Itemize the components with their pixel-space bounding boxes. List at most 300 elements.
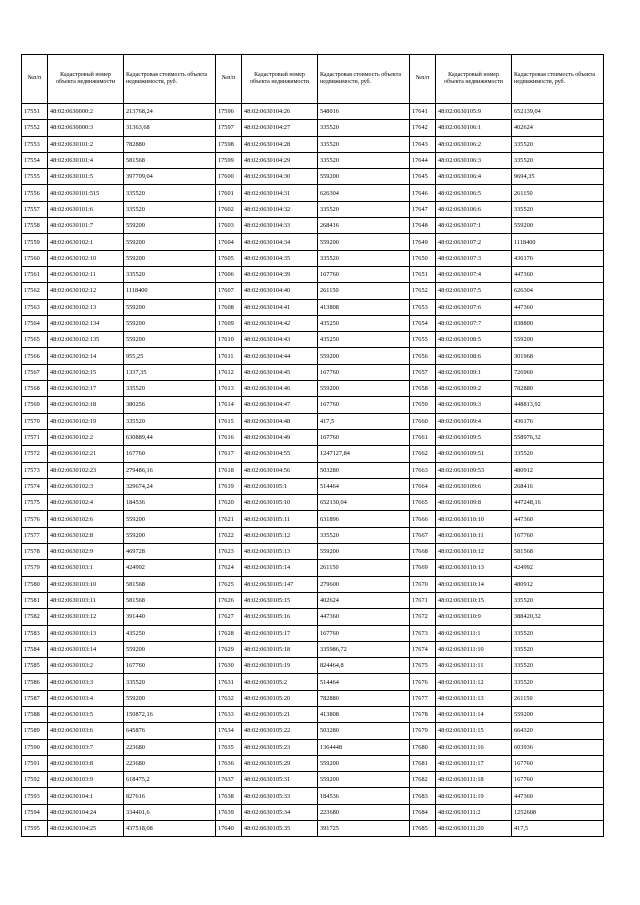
table-row [22, 462, 216, 478]
table-row [410, 397, 604, 413]
cadastral-number-cell: 48:02:0630104:1 [48, 788, 124, 804]
row-number-cell: 17567 [22, 364, 48, 380]
cadastral-cost-cell: 184536 [124, 495, 216, 511]
cadastral-cost-cell: 447360 [512, 788, 604, 804]
table-row [410, 429, 604, 445]
row-number-cell: 17621 [216, 511, 242, 527]
cadastral-cost-cell: 335520 [318, 136, 410, 152]
cadastral-number-cell: 48:02:0630102:12 [48, 283, 124, 299]
cadastral-number-cell: 48:02:0630104:47 [242, 397, 318, 413]
cadastral-cost-cell: 503280 [318, 723, 410, 739]
table-row [216, 821, 410, 837]
row-number-cell: 17584 [22, 641, 48, 657]
table-row [22, 299, 216, 315]
cadastral-number-cell: 48:02:0630103:3 [48, 674, 124, 690]
table-row [216, 755, 410, 771]
cadastral-number-cell: 48:02:0630109:6 [436, 478, 512, 494]
cadastral-cost-cell: 827616 [124, 788, 216, 804]
cadastral-cost-cell: 664320 [512, 723, 604, 739]
table-row [216, 152, 410, 168]
cadastral-number-cell: 48:02:0630104:41 [242, 299, 318, 315]
row-number-cell: 17613 [216, 381, 242, 397]
row-number-cell: 17589 [22, 723, 48, 739]
cadastral-number-cell: 48:02:0630105:9 [436, 104, 512, 120]
cadastral-cost-cell: 480912 [512, 576, 604, 592]
table-row [22, 592, 216, 608]
row-number-cell: 17671 [410, 592, 436, 608]
table-row [216, 266, 410, 282]
row-number-cell: 17670 [410, 576, 436, 592]
table-row [216, 592, 410, 608]
cadastral-cost-cell: 335520 [124, 381, 216, 397]
cadastral-cost-cell: 402624 [318, 592, 410, 608]
row-number-cell: 17623 [216, 544, 242, 560]
row-number-cell: 17598 [216, 136, 242, 152]
cadastral-number-cell: 48:02:0630105:15 [242, 592, 318, 608]
table-row [216, 169, 410, 185]
cadastral-number-cell: 48:02:0630104:40 [242, 283, 318, 299]
header-num: №п/п [410, 55, 436, 104]
cadastral-number-cell: 48:02:0630104:35 [242, 250, 318, 266]
cadastral-cost-cell: 335520 [512, 674, 604, 690]
table-row [22, 185, 216, 201]
table-row [410, 234, 604, 250]
cadastral-number-cell: 48:02:0630106:2 [436, 136, 512, 152]
table-row [216, 788, 410, 804]
cadastral-cost-cell: 329674,24 [124, 478, 216, 494]
cadastral-number-cell: 48:02:0630105:10 [242, 495, 318, 511]
row-number-cell: 17608 [216, 299, 242, 315]
row-number-cell: 17569 [22, 397, 48, 413]
cadastral-cost-cell: 335520 [512, 136, 604, 152]
cadastral-cost-cell: 652139,04 [512, 104, 604, 120]
table-row [22, 658, 216, 674]
cadastral-cost-cell: 335986,72 [318, 641, 410, 657]
cadastral-cost-cell: 559200 [124, 234, 216, 250]
cadastral-cost-cell: 167760 [318, 429, 410, 445]
table-row [410, 266, 604, 282]
table-row [216, 723, 410, 739]
cadastral-cost-cell: 581568 [512, 544, 604, 560]
cadastral-number-cell: 48:02:0630102:9 [48, 544, 124, 560]
row-number-cell: 17646 [410, 185, 436, 201]
cadastral-number-cell: 48:02:0630105:31 [242, 772, 318, 788]
table-body [410, 104, 604, 837]
cadastral-cost-cell: 1247127,84 [318, 446, 410, 462]
table-row [22, 560, 216, 576]
row-number-cell: 17578 [22, 544, 48, 560]
header-cadastral-cost: Кадастровая стоимость объекта недвижимости, руб. [124, 55, 216, 104]
register-table-1 [21, 54, 216, 837]
table-row [410, 772, 604, 788]
row-number-cell: 17560 [22, 250, 48, 266]
row-number-cell: 17662 [410, 446, 436, 462]
cadastral-cost-cell: 167760 [124, 446, 216, 462]
cadastral-cost-cell: 413808 [318, 299, 410, 315]
row-number-cell: 17642 [410, 120, 436, 136]
cadastral-cost-cell: 436176 [512, 413, 604, 429]
cadastral-cost-cell: 167760 [124, 658, 216, 674]
table-row [22, 169, 216, 185]
cadastral-number-cell: 48:02:0630107:5 [436, 283, 512, 299]
cadastral-number-cell: 48:02:0630110:13 [436, 560, 512, 576]
table-row [22, 527, 216, 543]
table-row [22, 544, 216, 560]
cadastral-number-cell: 48:02:0630103:13 [48, 625, 124, 641]
cadastral-number-cell: 48:02:0630102:11 [48, 266, 124, 282]
row-number-cell: 17553 [22, 136, 48, 152]
cadastral-number-cell: 48:02:0630105:23 [242, 739, 318, 755]
cadastral-number-cell: 48:02:0630104:48 [242, 413, 318, 429]
cadastral-number-cell: 48:02:0630111:10 [436, 641, 512, 657]
cadastral-number-cell: 48:02:0630102:18 [48, 397, 124, 413]
cadastral-number-cell: 48:02:0630104:28 [242, 136, 318, 152]
table-row [22, 429, 216, 445]
table-row [22, 413, 216, 429]
header-num: №п/п [22, 55, 48, 104]
cadastral-cost-cell: 424992 [512, 560, 604, 576]
row-number-cell: 17656 [410, 348, 436, 364]
cadastral-cost-cell: 559200 [124, 511, 216, 527]
header-cadastral-cost: Кадастровая стоимость объекта недвижимости, руб. [318, 55, 410, 104]
row-number-cell: 17618 [216, 462, 242, 478]
cadastral-number-cell: 48:02:0630104:56 [242, 462, 318, 478]
header-cadastral-number: Кадастровый номер объекта недвижимости [436, 55, 512, 104]
table-row [22, 348, 216, 364]
cadastral-number-cell: 48:02:0630102:135 [48, 332, 124, 348]
row-number-cell: 17624 [216, 560, 242, 576]
row-number-cell: 17640 [216, 821, 242, 837]
cadastral-cost-cell: 335520 [124, 266, 216, 282]
table-row [22, 104, 216, 120]
table-row [22, 332, 216, 348]
cadastral-number-cell: 48:02:0630105:13 [242, 544, 318, 560]
cadastral-number-cell: 48:02:0630107:1 [436, 218, 512, 234]
cadastral-cost-cell: 335520 [512, 658, 604, 674]
cadastral-number-cell: 48:02:0630102:134 [48, 315, 124, 331]
cadastral-number-cell: 48:02:0630106:1 [436, 120, 512, 136]
table-row [410, 495, 604, 511]
cadastral-cost-cell: 279600 [318, 576, 410, 592]
table-row [22, 266, 216, 282]
row-number-cell: 17556 [22, 185, 48, 201]
row-number-cell: 17551 [22, 104, 48, 120]
table-row [216, 381, 410, 397]
cadastral-number-cell: 48:02:0630102:10 [48, 250, 124, 266]
cadastral-number-cell: 48:02:0630106:3 [436, 152, 512, 168]
table-row [216, 250, 410, 266]
cadastral-cost-cell: 167760 [318, 397, 410, 413]
cadastral-cost-cell: 469728 [124, 544, 216, 560]
row-number-cell: 17619 [216, 478, 242, 494]
cadastral-number-cell: 48:02:0630105:14 [242, 560, 318, 576]
header-cadastral-number: Кадастровый номер объекта недвижимости [48, 55, 124, 104]
cadastral-number-cell: 48:02:0630104:29 [242, 152, 318, 168]
cadastral-cost-cell: 380256 [124, 397, 216, 413]
cadastral-cost-cell: 424992 [124, 560, 216, 576]
row-number-cell: 17559 [22, 234, 48, 250]
cadastral-number-cell: 48:02:0630111:13 [436, 690, 512, 706]
table-row [22, 690, 216, 706]
row-number-cell: 17571 [22, 429, 48, 445]
cadastral-cost-cell: 838800 [512, 315, 604, 331]
cadastral-number-cell: 48:02:0630111:18 [436, 772, 512, 788]
row-number-cell: 17570 [22, 413, 48, 429]
table-row [216, 120, 410, 136]
cadastral-cost-cell: 559200 [124, 315, 216, 331]
row-number-cell: 17652 [410, 283, 436, 299]
table-row [216, 299, 410, 315]
table-row [410, 413, 604, 429]
row-number-cell: 17632 [216, 690, 242, 706]
cadastral-cost-cell: 559200 [318, 234, 410, 250]
cadastral-cost-cell: 334401,6 [124, 804, 216, 820]
cadastral-cost-cell: 514464 [318, 478, 410, 494]
cadastral-number-cell: 48:02:0630101:6 [48, 201, 124, 217]
table-row [216, 429, 410, 445]
row-number-cell: 17647 [410, 201, 436, 217]
cadastral-number-cell: 48:02:0630103:11 [48, 592, 124, 608]
cadastral-number-cell: 48:02:0630110:14 [436, 576, 512, 592]
table-row [216, 478, 410, 494]
row-number-cell: 17566 [22, 348, 48, 364]
cadastral-cost-cell: 335520 [512, 641, 604, 657]
cadastral-number-cell: 48:02:0630110:10 [436, 511, 512, 527]
row-number-cell: 17568 [22, 381, 48, 397]
table-row [216, 315, 410, 331]
table-row [410, 364, 604, 380]
cadastral-number-cell: 48:02:0630102:4 [48, 495, 124, 511]
header-cadastral-cost: Кадастровая стоимость объекта недвижимости, руб. [512, 55, 604, 104]
cadastral-cost-cell: 417,5 [512, 821, 604, 837]
cadastral-cost-cell: 261150 [318, 283, 410, 299]
row-number-cell: 17603 [216, 218, 242, 234]
cadastral-cost-cell: 335520 [318, 527, 410, 543]
row-number-cell: 17683 [410, 788, 436, 804]
table-row [22, 821, 216, 837]
row-number-cell: 17602 [216, 201, 242, 217]
cadastral-number-cell: 48:02:0630104:46 [242, 381, 318, 397]
table-row [410, 658, 604, 674]
cadastral-cost-cell: 559200 [124, 690, 216, 706]
cadastral-number-cell: 48:02:0630111:1 [436, 625, 512, 641]
row-number-cell: 17586 [22, 674, 48, 690]
row-number-cell: 17583 [22, 625, 48, 641]
cadastral-number-cell: 48:02:0630104:49 [242, 429, 318, 445]
cadastral-cost-cell: 436176 [512, 250, 604, 266]
cadastral-cost-cell: 167760 [318, 266, 410, 282]
cadastral-cost-cell: 514464 [318, 674, 410, 690]
cadastral-cost-cell: 435250 [124, 625, 216, 641]
table-row [216, 185, 410, 201]
row-number-cell: 17601 [216, 185, 242, 201]
cadastral-number-cell: 48:02:0630106:5 [436, 185, 512, 201]
table-row [216, 462, 410, 478]
cadastral-cost-cell: 335520 [512, 625, 604, 641]
cadastral-number-cell: 48:02:0630104:32 [242, 201, 318, 217]
header-row [410, 55, 604, 104]
row-number-cell: 17625 [216, 576, 242, 592]
cadastral-number-cell: 48:02:0630110:15 [436, 592, 512, 608]
cadastral-number-cell: 48:02:0630102:15 [48, 364, 124, 380]
cadastral-cost-cell: 559200 [512, 332, 604, 348]
cadastral-cost-cell: 581568 [124, 576, 216, 592]
table-row [216, 674, 410, 690]
cadastral-cost-cell: 782880 [318, 690, 410, 706]
cadastral-cost-cell: 223680 [318, 804, 410, 820]
cadastral-cost-cell: 558976,32 [512, 429, 604, 445]
cadastral-number-cell: 48:02:0630104:27 [242, 120, 318, 136]
row-number-cell: 17667 [410, 527, 436, 543]
row-number-cell: 17552 [22, 120, 48, 136]
row-number-cell: 17564 [22, 315, 48, 331]
table-row [22, 625, 216, 641]
table-row [216, 136, 410, 152]
cadastral-number-cell: 48:02:0630000:3 [48, 120, 124, 136]
cadastral-cost-cell: 645876 [124, 723, 216, 739]
table-row [216, 364, 410, 380]
row-number-cell: 17588 [22, 706, 48, 722]
cadastral-cost-cell: 559200 [318, 169, 410, 185]
table-row [22, 478, 216, 494]
cadastral-number-cell: 48:02:0630103:6 [48, 723, 124, 739]
row-number-cell: 17658 [410, 381, 436, 397]
cadastral-number-cell: 48:02:0630102:13 [48, 299, 124, 315]
cadastral-cost-cell: 150872,16 [124, 706, 216, 722]
row-number-cell: 17573 [22, 462, 48, 478]
row-number-cell: 17594 [22, 804, 48, 820]
cadastral-number-cell: 48:02:0630103:14 [48, 641, 124, 657]
row-number-cell: 17648 [410, 218, 436, 234]
row-number-cell: 17643 [410, 136, 436, 152]
cadastral-number-cell: 48:02:0630103:1 [48, 560, 124, 576]
header-cadastral-number: Кадастровый номер объекта недвижимости [242, 55, 318, 104]
row-number-cell: 17577 [22, 527, 48, 543]
cadastral-cost-cell: 335520 [124, 201, 216, 217]
cadastral-number-cell: 48:02:0630000:2 [48, 104, 124, 120]
cadastral-number-cell: 48:02:0630111:17 [436, 755, 512, 771]
table-row [22, 739, 216, 755]
cadastral-number-cell: 48:02:0630104:43 [242, 332, 318, 348]
cadastral-number-cell: 48:02:0630111:14 [436, 706, 512, 722]
table-row [410, 381, 604, 397]
cadastral-cost-cell: 559200 [124, 299, 216, 315]
table-row [410, 739, 604, 755]
cadastral-number-cell: 48:02:0630105:20 [242, 690, 318, 706]
cadastral-number-cell: 48:02:0630105:19 [242, 658, 318, 674]
table-row [410, 625, 604, 641]
cadastral-cost-cell: 782880 [512, 381, 604, 397]
table-row [22, 250, 216, 266]
table-row [216, 560, 410, 576]
table-row [410, 315, 604, 331]
table-row [410, 674, 604, 690]
cadastral-number-cell: 48:02:0630111:15 [436, 723, 512, 739]
cadastral-cost-cell: 184536 [318, 788, 410, 804]
row-number-cell: 17654 [410, 315, 436, 331]
row-number-cell: 17600 [216, 169, 242, 185]
table-row [410, 185, 604, 201]
row-number-cell: 17680 [410, 739, 436, 755]
cadastral-number-cell: 48:02:0630111:20 [436, 821, 512, 837]
cadastral-cost-cell: 559200 [124, 250, 216, 266]
row-number-cell: 17644 [410, 152, 436, 168]
cadastral-number-cell: 48:02:0630105:11 [242, 511, 318, 527]
cadastral-number-cell: 48:02:0630109:51 [436, 446, 512, 462]
cadastral-cost-cell: 397709,04 [124, 169, 216, 185]
table-row [22, 283, 216, 299]
cadastral-number-cell: 48:02:0630102:19 [48, 413, 124, 429]
cadastral-cost-cell: 1364448 [318, 739, 410, 755]
table-row [216, 690, 410, 706]
cadastral-number-cell: 48:02:0630105:33 [242, 788, 318, 804]
table-row [216, 332, 410, 348]
cadastral-number-cell: 48:02:0630110:9 [436, 609, 512, 625]
row-number-cell: 17616 [216, 429, 242, 445]
cadastral-number-cell: 48:02:0630109:4 [436, 413, 512, 429]
row-number-cell: 17637 [216, 772, 242, 788]
cadastral-number-cell: 48:02:0630102:2 [48, 429, 124, 445]
cadastral-cost-cell: 261150 [512, 185, 604, 201]
row-number-cell: 17665 [410, 495, 436, 511]
row-number-cell: 17599 [216, 152, 242, 168]
table-row [22, 788, 216, 804]
table-row [216, 283, 410, 299]
row-number-cell: 17597 [216, 120, 242, 136]
cadastral-cost-cell: 1118400 [512, 234, 604, 250]
cadastral-cost-cell: 335520 [512, 201, 604, 217]
table-row [22, 381, 216, 397]
cadastral-number-cell: 48:02:0630103:10 [48, 576, 124, 592]
cadastral-cost-cell: 480912 [512, 462, 604, 478]
row-number-cell: 17651 [410, 266, 436, 282]
cadastral-number-cell: 48:02:0630104:30 [242, 169, 318, 185]
cadastral-cost-cell: 213768,24 [124, 104, 216, 120]
row-number-cell: 17611 [216, 348, 242, 364]
cadastral-number-cell: 48:02:0630104:31 [242, 185, 318, 201]
cadastral-number-cell: 48:02:0630102:21 [48, 446, 124, 462]
cadastral-cost-cell: 335520 [124, 185, 216, 201]
cadastral-cost-cell: 559200 [124, 218, 216, 234]
row-number-cell: 17626 [216, 592, 242, 608]
table-row [410, 804, 604, 820]
cadastral-number-cell: 48:02:0630107:6 [436, 299, 512, 315]
cadastral-cost-cell: 447248,16 [512, 495, 604, 511]
register-table-3 [409, 54, 604, 837]
cadastral-number-cell: 48:02:0630109:8 [436, 495, 512, 511]
cadastral-number-cell: 48:02:0630109:5 [436, 429, 512, 445]
row-number-cell: 17581 [22, 592, 48, 608]
table-row [410, 527, 604, 543]
cadastral-number-cell: 48:02:0630104:55 [242, 446, 318, 462]
cadastral-cost-cell: 559200 [124, 527, 216, 543]
cadastral-cost-cell: 437518,08 [124, 821, 216, 837]
table-row [216, 739, 410, 755]
cadastral-cost-cell: 1337,35 [124, 364, 216, 380]
cadastral-cost-cell: 223680 [124, 739, 216, 755]
cadastral-number-cell: 48:02:0630102:23 [48, 462, 124, 478]
cadastral-cost-cell: 301968 [512, 348, 604, 364]
cadastral-number-cell: 48:02:0630107:4 [436, 266, 512, 282]
table-row [216, 495, 410, 511]
row-number-cell: 17636 [216, 755, 242, 771]
cadastral-cost-cell: 559200 [124, 332, 216, 348]
cadastral-cost-cell: 559200 [318, 348, 410, 364]
table-row [410, 723, 604, 739]
table-row [22, 576, 216, 592]
cadastral-number-cell: 48:02:0630110:11 [436, 527, 512, 543]
cadastral-number-cell: 48:02:0630104:42 [242, 315, 318, 331]
